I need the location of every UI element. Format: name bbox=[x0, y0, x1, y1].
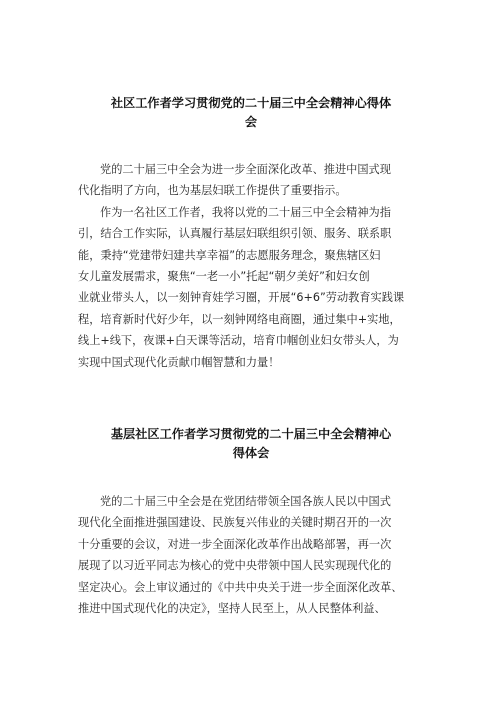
paragraph bbox=[78, 202, 424, 373]
article-1 bbox=[78, 94, 424, 132]
article-1-title bbox=[78, 94, 424, 132]
title-line: 得体会 bbox=[232, 446, 270, 460]
paragraph bbox=[78, 159, 424, 202]
text-line: 实现中国式现代化贡献巾帼智慧和力量！ bbox=[78, 355, 280, 369]
text-line: 女儿童发展需求，聚焦“一老一小”托起“朝夕美好”和妇女创 bbox=[78, 270, 370, 284]
paragraph bbox=[78, 491, 424, 619]
article-2 bbox=[78, 425, 424, 463]
article-1-body bbox=[78, 159, 424, 373]
text-line: 现代化全面推进强国建设、民族复兴伟业的关键时期召开的一次 bbox=[78, 516, 392, 530]
text-line: 展现了以习近平同志为核心的党中央带领中国人民实现现代化的 bbox=[78, 559, 392, 573]
text-line: 坚定决心。会上审议通过的《中共中央关于进一步全面深化改革、 bbox=[78, 580, 403, 594]
text-line: 引，结合工作实际，认真履行基层妇联组织引领、服务、联系职 bbox=[78, 227, 392, 241]
text-line: 业就业带头人，以一刻钟育娃学习圈，开展“6+6”劳动教育实践课 bbox=[78, 291, 405, 305]
article-2-body bbox=[78, 491, 424, 619]
text-line: 党的二十届三中全会为进一步全面深化改革、推进中国式现 bbox=[100, 163, 391, 176]
title-line: 会 bbox=[244, 115, 258, 129]
title-line: 基层社区工作者学习贯彻党的二十届三中全会精神心 bbox=[110, 427, 392, 441]
text-line: 代化指明了方向，也为基层妇联工作提供了重要指示。 bbox=[78, 184, 347, 198]
text-line: 推进中国式现代化的决定》，坚持人民至上，从人民整体利益、 bbox=[78, 602, 386, 616]
article-2-title bbox=[78, 425, 424, 463]
text-line: 线上+线下，夜课+白天课等活动，培育巾帼创业妇女带头人，为 bbox=[78, 334, 399, 348]
text-line: 十分重要的会议，对进一步全面深化改革作出战略部署，再一次 bbox=[78, 537, 392, 551]
text-line: 作为一名社区工作者，我将以党的二十届三中全会精神为指 bbox=[100, 205, 391, 219]
text-line: 程，培育新时代好少年，以一刻钟网络电商圈，通过集中+实地， bbox=[78, 312, 401, 326]
text-line: 党的二十届三中全会是在党团结带领全国各族人民以中国式 bbox=[100, 495, 391, 508]
text-line: 能，秉持“党建带妇建共享幸福”的志愿服务理念，聚焦辖区妇 bbox=[78, 248, 381, 262]
title-line: 社区工作者学习贯彻党的二十届三中全会精神心得体 bbox=[110, 96, 392, 110]
